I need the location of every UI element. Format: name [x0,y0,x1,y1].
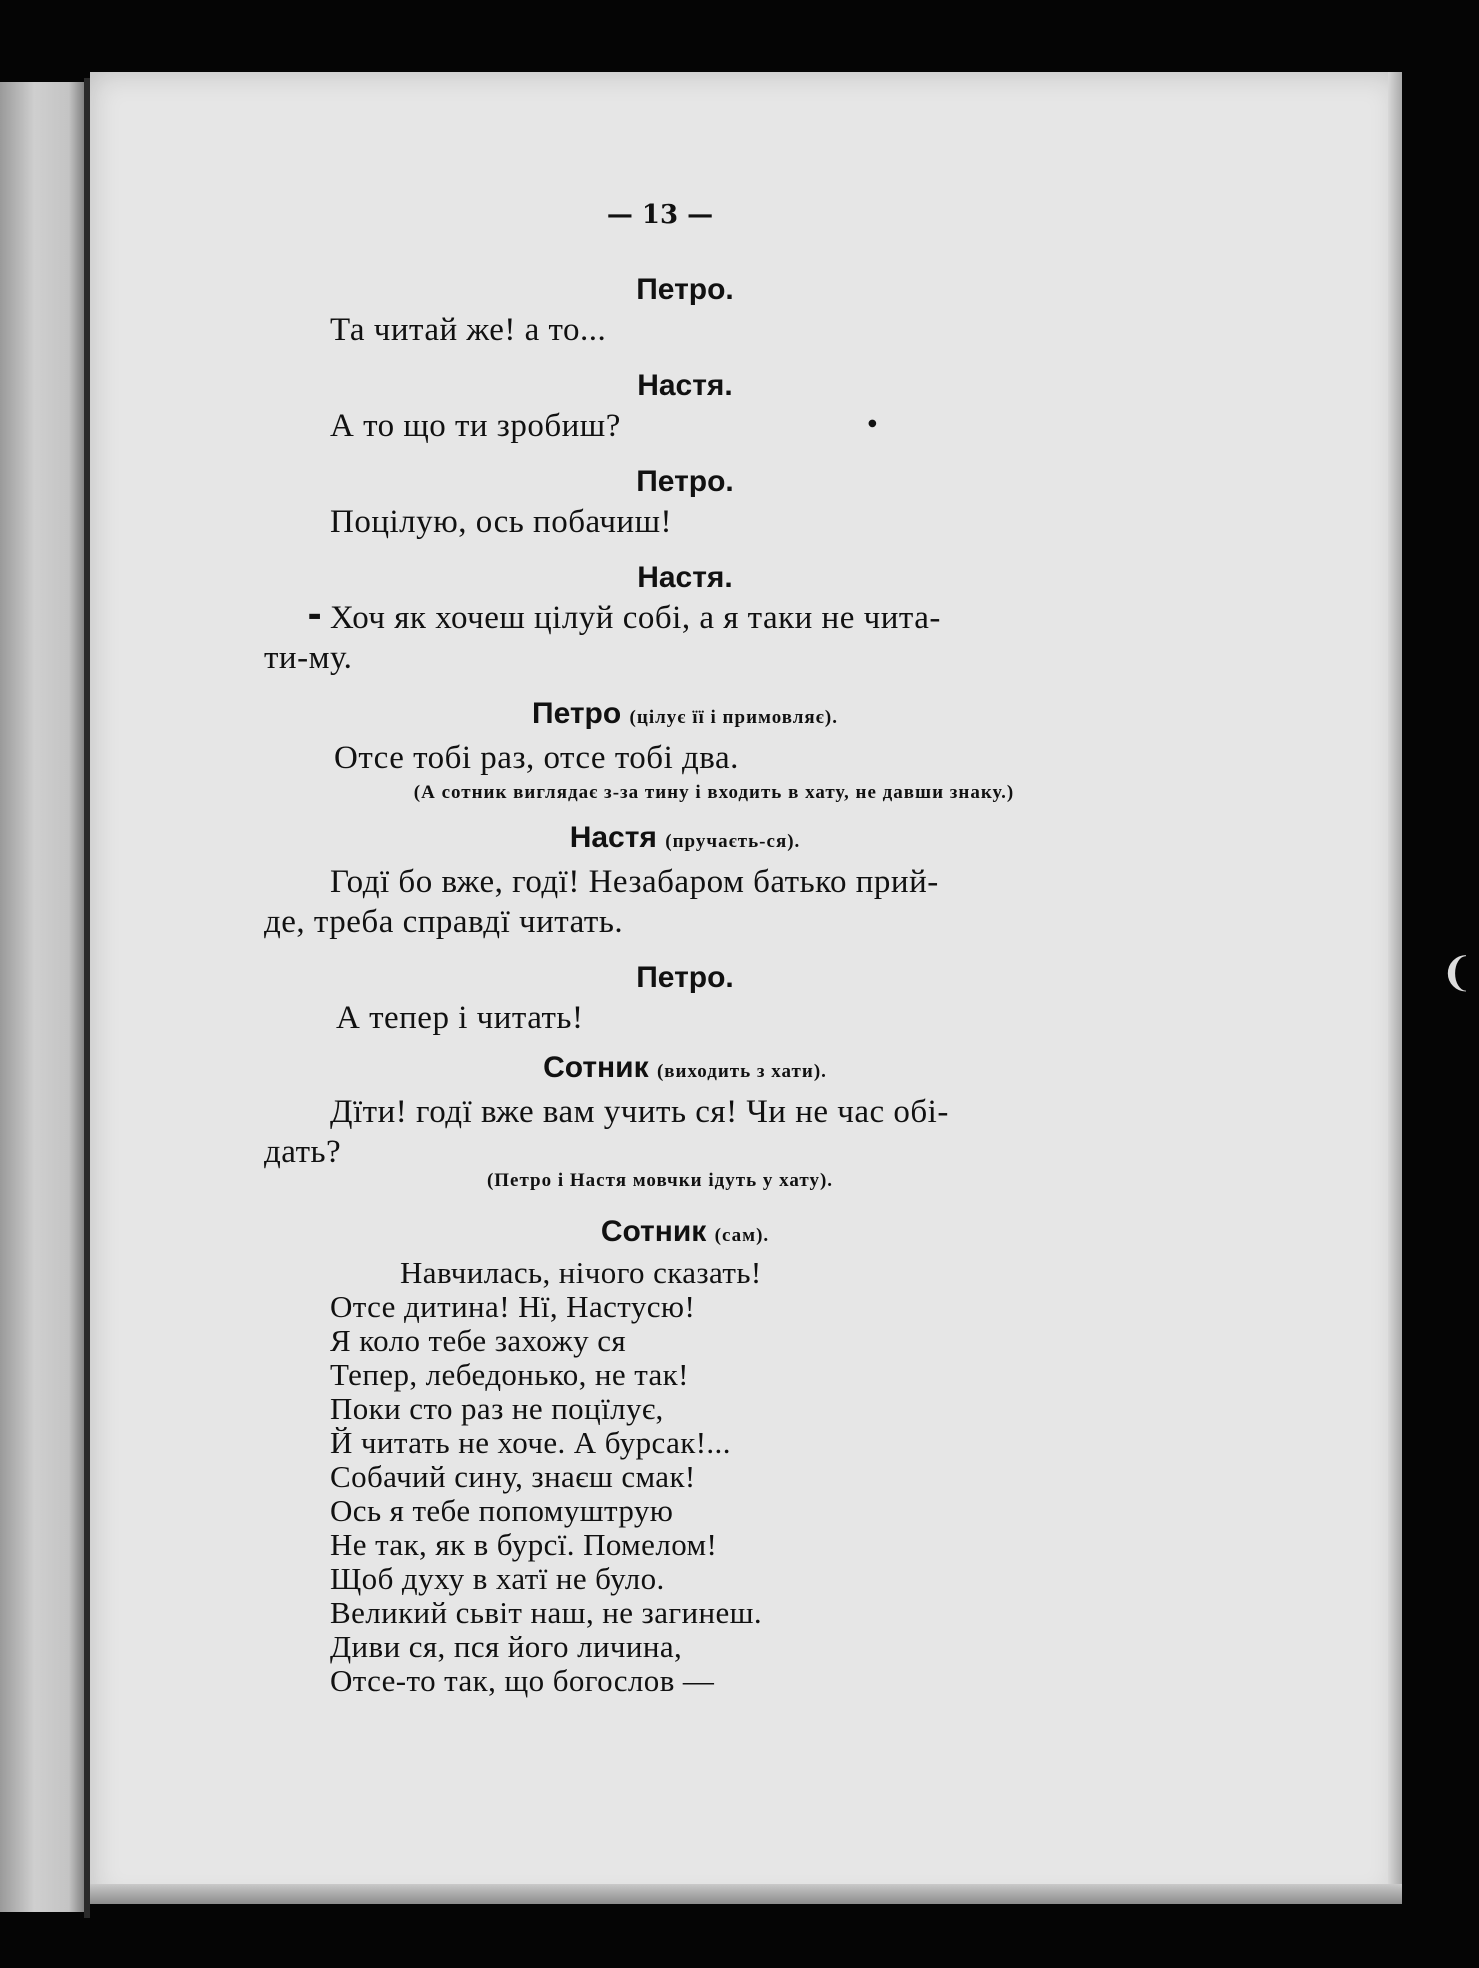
dialogue-line: Хоч як хочеш цілуй собі, а я таки не чита- [330,600,941,636]
verse-line: Й читать не хоче. А бурсак!... [330,1425,731,1460]
dialogue-line: Годї бо вже, годї! Незабаром батько прий- [330,864,939,900]
scan-speck: ▬ [308,608,322,624]
stage-direction: (Петро і Настя мовчки ідуть у хату). [486,1170,834,1191]
speaker-heading [270,270,1100,310]
speaker-name: Петро. [636,273,734,306]
page-bottom-edge [90,1884,1402,1904]
speaker-name: Сотник [600,1215,707,1248]
verse-line: Собачий сину, знаєш смак! [330,1459,696,1494]
speaker-name: Сотник [543,1051,649,1084]
speaker-heading [270,818,1100,862]
verse-line: Поки сто раз не поцїлує, [330,1391,664,1426]
speaker-name: Настя. [637,369,733,402]
scan-speck: ● [868,418,877,429]
speaker-name: Настя [569,821,657,854]
stage-direction: (пручаєть-ся). [665,831,801,852]
dialogue-line: А тепер і читать! [336,1000,584,1036]
dialogue-line: Отсе тобі раз, отсе тобі два. [334,740,739,776]
verse-line: Великий сьвіт наш, не загинеш. [330,1595,763,1630]
speaker-name: Петро. [636,961,734,994]
verse-line: Диви ся, пся його личина, [330,1629,683,1664]
speaker-heading [270,366,1100,406]
page-number: — 13 — [606,200,714,230]
verse-line: Щоб духу в хатї не було. [330,1561,665,1596]
stage-direction: (А сотник виглядає з-за тину і входить в хату, не давши знаку.) [413,782,1015,803]
stage-direction: (виходить з хати). [656,1061,827,1082]
speaker-name: Петро [532,697,622,730]
verse-line: Тепер, лебедонько, не так! [330,1357,689,1392]
dialogue-line: де, треба справдї читать. [264,904,624,940]
verse-line: Отсе-то так, що богослов — [330,1663,715,1698]
dialogue-line: ти-му. [264,640,353,676]
dialogue-line: Дїти! годї вже вам учить ся! Чи не час обі- [330,1094,949,1130]
speaker-name: Настя. [637,561,733,594]
stage-direction: (цілує її і примовляє). [629,707,838,728]
verse-line: Ось я тебе попомуштрую [330,1493,674,1528]
stage-direction: (сам). [714,1225,770,1246]
dialogue-line: Поцілую, ось побачиш! [330,504,672,540]
verse-line: Навчилась, нічого сказать! [400,1255,762,1290]
speaker-heading [270,462,1100,502]
page-text [264,200,1160,1698]
verse-line: Не так, як в бурсї. Помелом! [330,1527,718,1562]
verse-block [240,1256,1160,1698]
speaker-heading [270,958,1100,998]
speaker-heading [270,558,1100,598]
dialogue-line: А то що ти зробиш? [330,408,621,444]
dialogue-line: дать? [264,1134,342,1170]
speaker-heading [270,694,1100,738]
verse-line: Отсе дитина! Нї, Настусю! [330,1289,696,1324]
speaker-name: Петро. [636,465,734,498]
speaker-heading [270,1048,1100,1092]
verse-line: Я коло тебе захожу ся [330,1323,627,1358]
scan-speck: ❨ [1440,950,1474,996]
previous-page-edge [0,82,86,1912]
page-right-edge [1388,72,1402,1904]
dialogue-line: Та читай же! а то... [330,312,607,348]
speaker-heading [270,1212,1100,1256]
